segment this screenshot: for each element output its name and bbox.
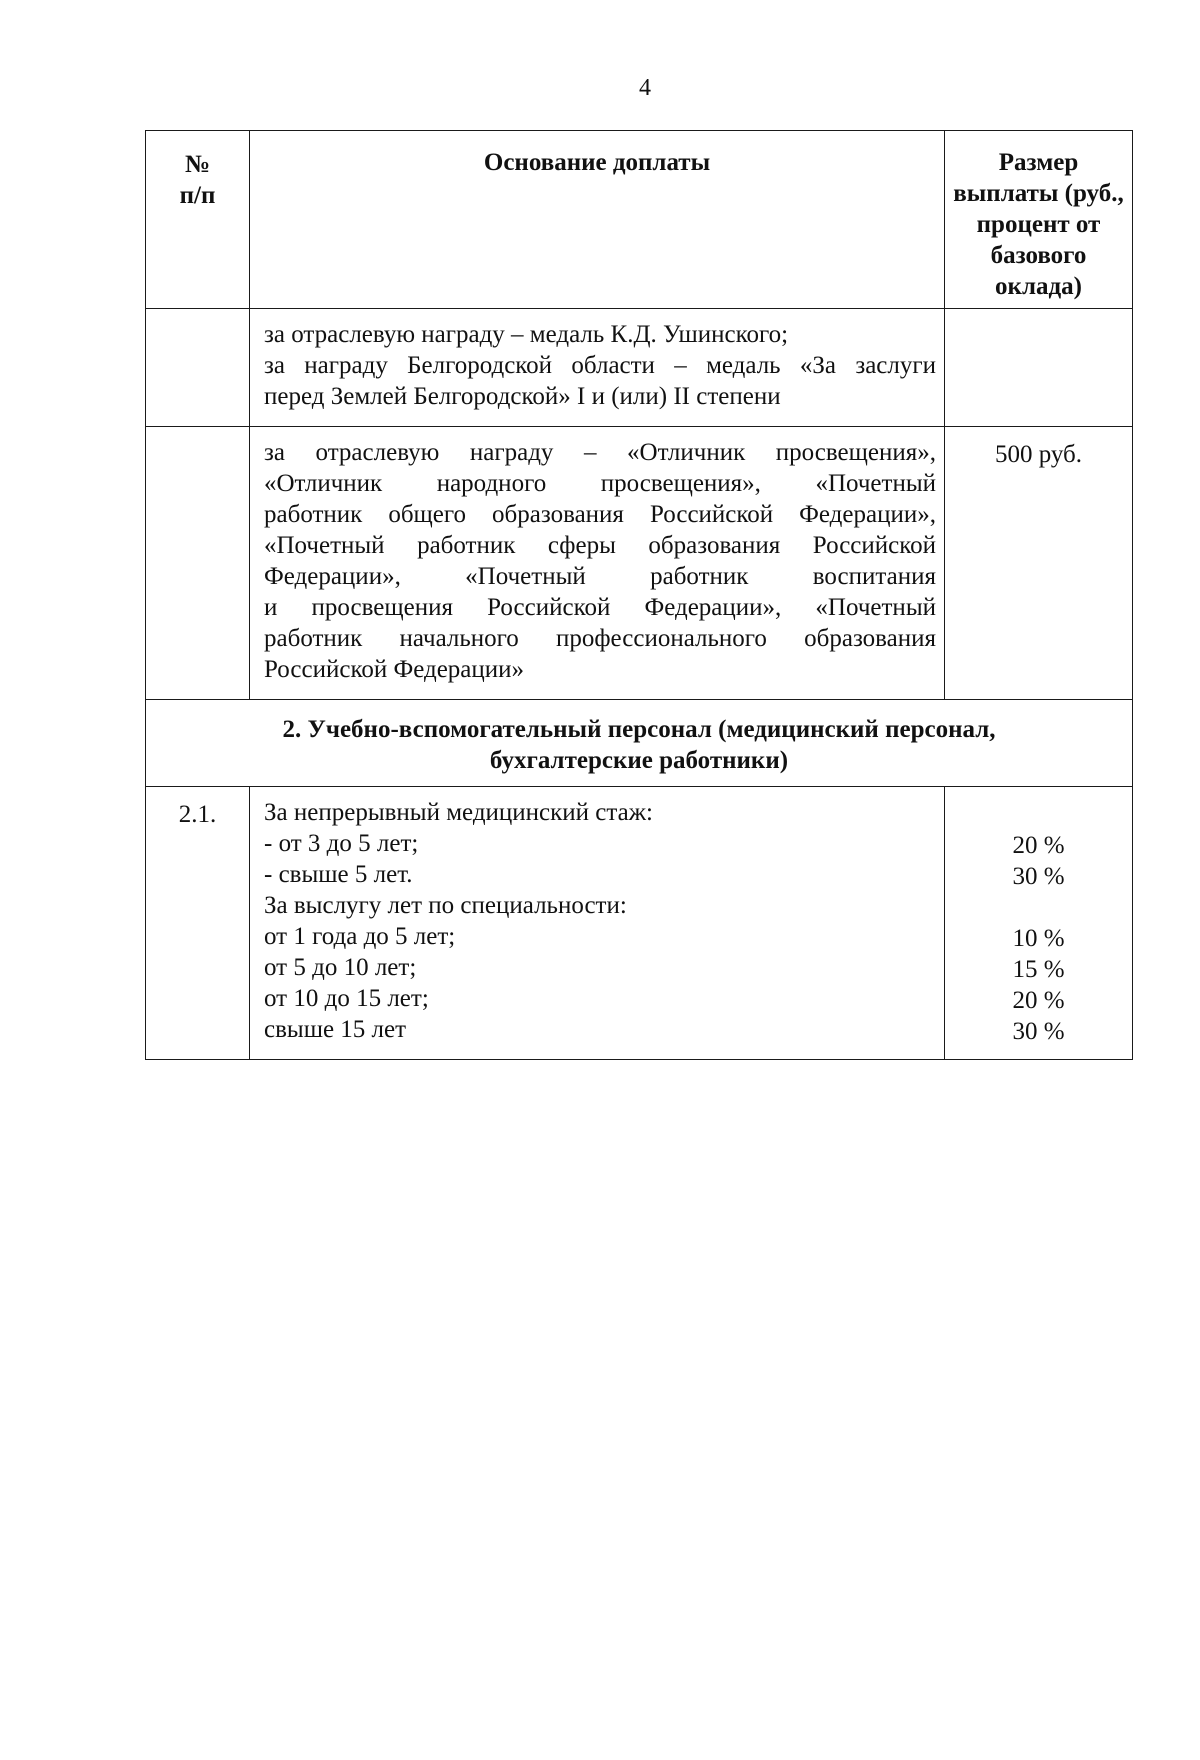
seniority-values-cell [945, 787, 1133, 1060]
seniority-item: - от 3 до 5 лет; [264, 830, 419, 857]
seniority-item: от 10 до 15 лет; [264, 985, 429, 1012]
table-row [146, 309, 1133, 427]
medal-basis-cell [250, 309, 945, 427]
seniority-value: 20 % [1012, 987, 1065, 1014]
seniority-item: За выслугу лет по специальности: [264, 892, 627, 919]
seniority-value: 30 % [1012, 863, 1065, 890]
medal-line-3: перед Землей Белгородской» I и (или) II степени [264, 383, 781, 410]
seniority-item: - свыше 5 лет. [264, 861, 413, 888]
seniority-basis-cell [250, 787, 945, 1060]
honor-basis-cell [250, 427, 945, 700]
honor-line: Федерации», «Почетный работник воспитания [264, 563, 936, 590]
header-basis: Основание доплаты [250, 131, 945, 309]
row-number-cell [146, 309, 250, 427]
header-number: № п/п [146, 131, 250, 309]
honor-line: «Отличник народного просвещения», «Почетный [264, 470, 936, 497]
seniority-value: 10 % [1012, 925, 1065, 952]
honor-line: Российской Федерации» [264, 656, 525, 683]
seniority-value: 30 % [1012, 1018, 1065, 1045]
section-header-row [146, 700, 1133, 787]
section-title-line: бухгалтерские работники) [489, 747, 789, 774]
section-2-title [146, 700, 1133, 787]
row-number-cell [146, 427, 250, 700]
table-header-row [146, 131, 1133, 309]
honor-line: работник начального профессионального образования [264, 625, 936, 652]
table-row [146, 427, 1133, 700]
seniority-item: от 5 до 10 лет; [264, 954, 417, 981]
seniority-item: За непрерывный медицинский стаж: [264, 799, 653, 826]
medal-line-2: за награду Белгородской области – медаль «За заслуги [264, 352, 936, 379]
honor-line: «Почетный работник сферы образования Российской [264, 532, 936, 559]
allowance-table [145, 130, 1133, 1060]
row-number-cell: 2.1. [146, 787, 250, 1060]
honor-amount-cell: 500 руб. [945, 427, 1133, 700]
table-row [146, 787, 1133, 1060]
medal-line-1: за отраслевую награду – медаль К.Д. Ушинского; [264, 321, 789, 348]
seniority-value: 15 % [1012, 956, 1065, 983]
seniority-value [945, 892, 1132, 923]
section-title-line: 2. Учебно-вспомогательный персонал (медицинский персонал, [282, 716, 996, 743]
seniority-item: свыше 15 лет [264, 1016, 407, 1043]
seniority-value [945, 799, 1132, 830]
page-number: 4 [639, 75, 651, 101]
honor-line: и просвещения Российской Федерации», «Почетный [264, 594, 936, 621]
seniority-item: от 1 года до 5 лет; [264, 923, 456, 950]
honor-line: работник общего образования Российской Федерации», [264, 501, 936, 528]
seniority-value: 20 % [1012, 832, 1065, 859]
honor-line: за отраслевую награду – «Отличник просвещения», [264, 439, 936, 466]
medal-amount-cell [945, 309, 1133, 427]
header-size: Размер выплаты (руб., процент от базового оклада) [945, 131, 1133, 309]
